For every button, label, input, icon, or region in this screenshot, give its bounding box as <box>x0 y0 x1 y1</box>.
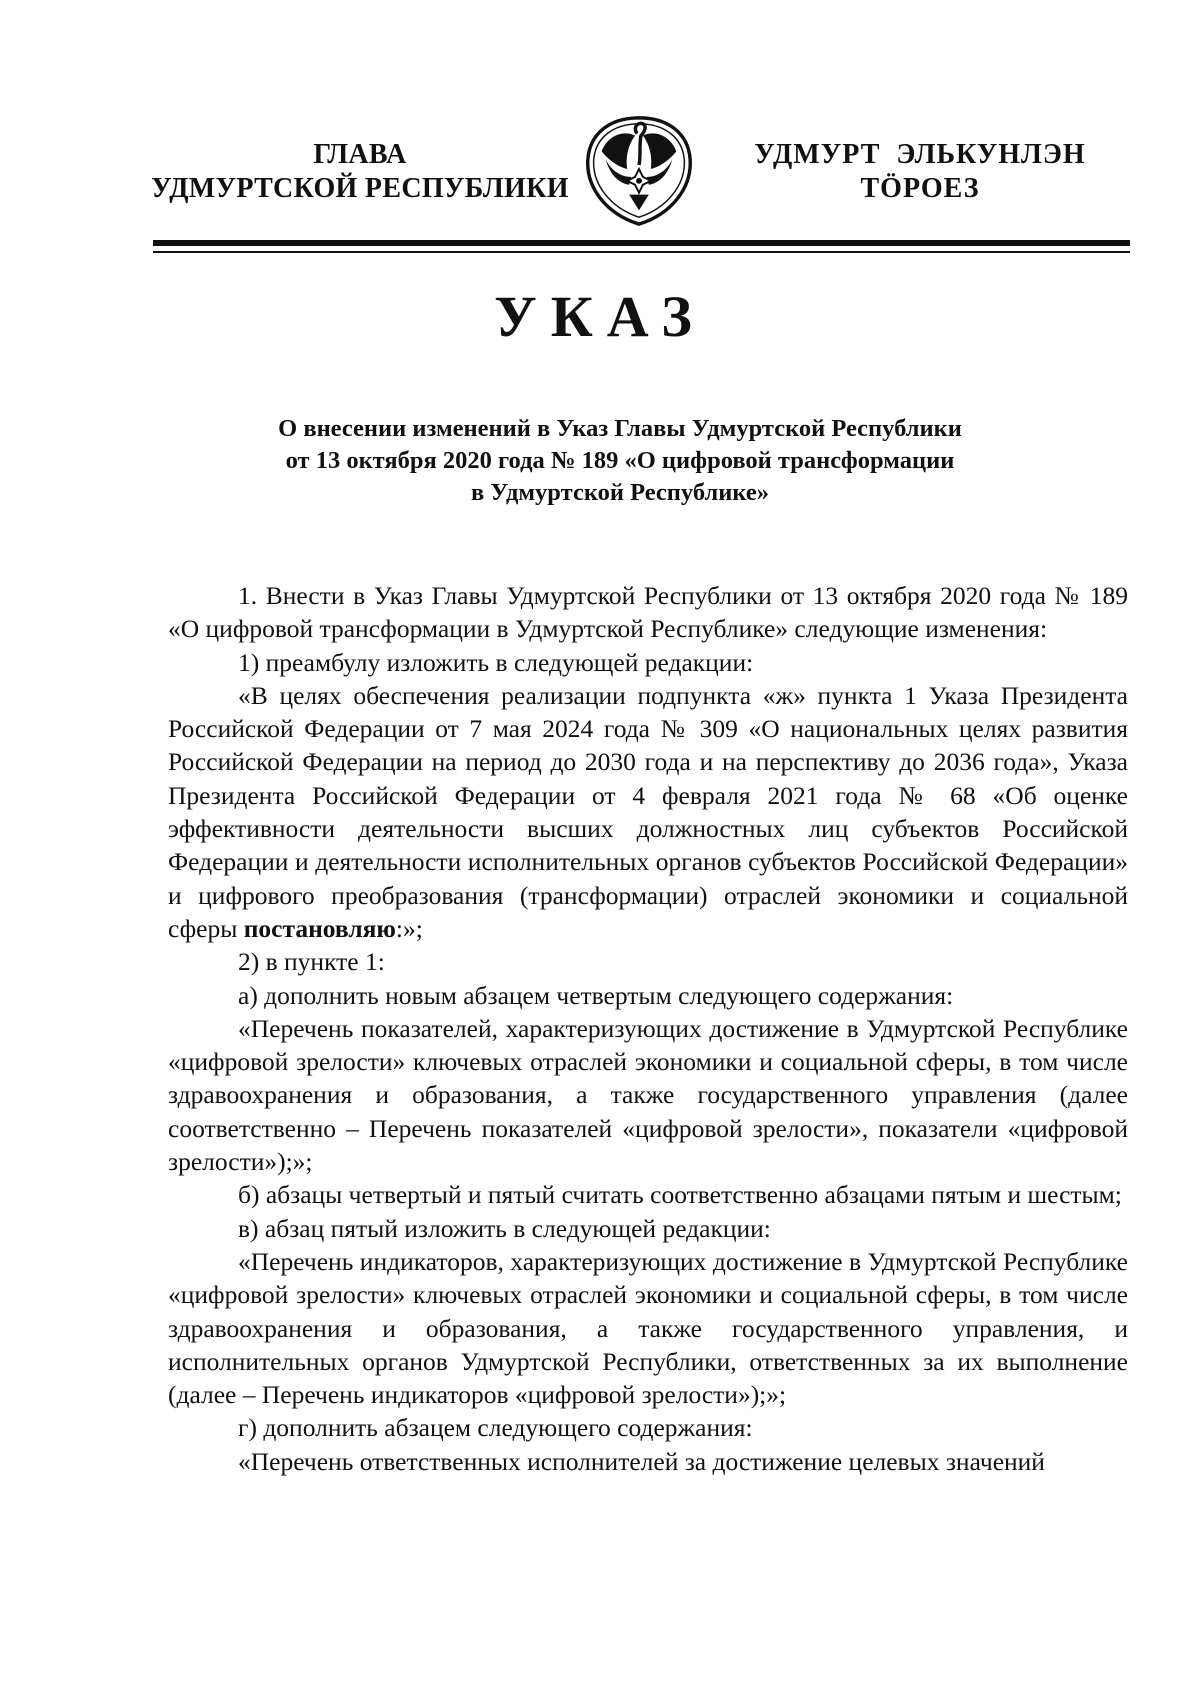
paragraph: «Перечень ответственных исполнителей за достижение целевых значений <box>238 1446 1045 1476</box>
issuer-russian-line1: ГЛАВА <box>313 139 407 170</box>
preamble-tail: :»; <box>395 913 423 943</box>
paragraph: в) абзац пятый изложить в следующей редакции: <box>238 1213 771 1243</box>
subject-line1: О внесении изменений в Указ Главы Удмуртской Республики <box>278 415 962 442</box>
paragraph: а) дополнить новым абзацем четвертым следующего содержания: <box>238 980 954 1010</box>
issuer-udmurt-line2: ТӦРОЕЗ <box>860 173 980 204</box>
document-header <box>0 0 1200 230</box>
document-body <box>168 579 1128 1478</box>
paragraph: б) абзацы четвертый и пятый считать соответственно абзацами пятым и шестым; <box>238 1180 1122 1210</box>
paragraph: «Перечень показателей, характеризующих достижение в Удмуртской Республике «цифровой зрелости» ключевых отраслей экономики и социальной сферы, в том числе здравоохранения и образования, а также государственного управления (далее соответственно – Перечень показателей «цифровой зрелости», показатели «цифровой зрелости»);»; <box>168 1013 1128 1177</box>
subject-line3: в Удмуртской Республике» <box>471 479 769 506</box>
udmurt-emblem-icon <box>580 112 698 230</box>
preamble-text: «В целях обеспечения реализации подпункта «ж» пункта 1 Указа Президента Российской Федерации от 7 мая 2024 года № 309 «О национальных целях развития Российской Федерации на период до 2030 года и на перспективу до 2036 года», Указа Президента Российской Федерации от 4 февраля 2021 года № 68 «Об оценке эффективности деятельности высших должностных лиц субъектов Российской Федерации и деятельности исполнительных органов субъектов Российской Федерации» и цифрового преобразования (трансформации) отраслей экономики и социальной сферы <box>168 680 1128 943</box>
header-rule-thin <box>153 251 1130 253</box>
issuer-russian-line2: УДМУРТСКОЙ РЕСПУБЛИКИ <box>151 173 569 204</box>
document-subject <box>200 413 1040 509</box>
paragraph: 2) в пункте 1: <box>238 947 385 977</box>
issuer-udmurt <box>740 138 1100 206</box>
subject-line2: от 13 октября 2020 года № 189 «О цифровой трансформации <box>285 447 955 474</box>
preamble-bold-word: постановляю <box>243 913 396 943</box>
issuer-udmurt-line1: УДМУРТ ЭЛЬКУНЛЭН <box>754 139 1086 170</box>
paragraph: г) дополнить абзацем следующего содержания: <box>238 1413 753 1443</box>
paragraph: 1) преамбулу изложить в следующей редакции: <box>238 647 754 677</box>
document-title: УКАЗ <box>494 284 706 349</box>
paragraph: «Перечень индикаторов, характеризующих достижение в Удмуртской Республике «цифровой зрелости» ключевых отраслей экономики и социальной сферы, в том числе здравоохранения и образования, а также государственного управления, и исполнительных органов Удмуртской Республики, ответственных за их выполнение (далее – Перечень индикаторов «цифровой зрелости»);»; <box>168 1246 1128 1410</box>
paragraph: 1. Внести в Указ Главы Удмуртской Республики от 13 октября 2020 года № 189 «О цифровой трансформации в Удмуртской Республике» следующие изменения: <box>168 581 1128 644</box>
paragraph-preamble <box>168 679 1128 945</box>
header-rule-thick <box>153 240 1130 246</box>
issuer-russian <box>140 138 580 206</box>
